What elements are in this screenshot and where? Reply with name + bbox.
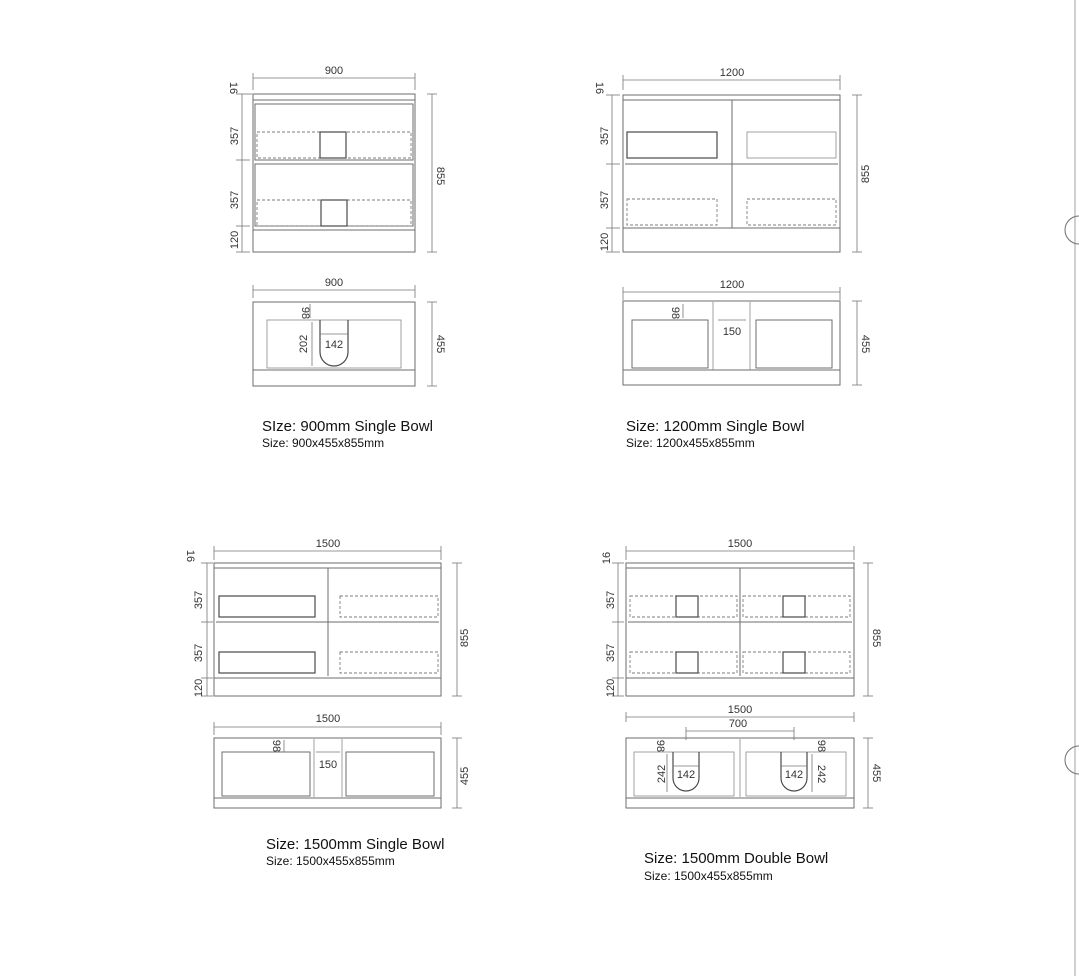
dim-height: 855: [434, 166, 446, 186]
caption-title: Size: 1500mm Single Bowl: [266, 836, 445, 853]
dim-bowl-depth-left: 242: [656, 764, 668, 784]
front-elevation: [593, 67, 872, 252]
dim-plinth: 120: [193, 678, 205, 698]
dim-top: 16: [184, 549, 196, 563]
dim-width: 1200: [719, 67, 745, 79]
dim-plan-width: 1200: [719, 279, 745, 291]
drawer-left-upper: [627, 132, 717, 158]
diagram-1500-single: [184, 538, 471, 868]
front-elevation: [184, 538, 471, 697]
drawer-right-upper: [743, 596, 850, 617]
dim-plinth: 120: [229, 230, 241, 250]
dim-bowl-width-left: 142: [676, 769, 696, 781]
dim-drawer-upper: 357: [229, 126, 241, 146]
dim-depth: 455: [434, 334, 446, 354]
dim-plan-width: 1500: [315, 713, 341, 725]
caption-subtitle: Size: 1500x455x855mm: [644, 869, 773, 883]
caption-title: SIze: 900mm Single Bowl: [262, 418, 433, 435]
drawer-right-lower: [747, 199, 836, 225]
drawer-left-upper: [630, 596, 737, 617]
diagram-900-single: [227, 65, 446, 450]
dim-width: 1500: [727, 538, 753, 550]
front-elevation: [601, 538, 882, 697]
drawer-right-upper: [747, 132, 836, 158]
plan-view: [626, 704, 882, 808]
dim-height: 855: [870, 628, 882, 648]
dim-width: 1500: [315, 538, 341, 550]
drawer-left-lower: [219, 652, 315, 673]
drawer-left-lower: [627, 199, 717, 225]
dim-drawer-upper: 357: [599, 126, 611, 146]
dim-drawer-upper: 357: [605, 590, 617, 610]
caption-subtitle: Size: 900x455x855mm: [262, 436, 385, 450]
dim-height: 855: [459, 628, 471, 648]
dim-drawer-lower: 357: [599, 190, 611, 210]
dim-bowl-width: 150: [722, 326, 742, 338]
dim-bowl-offset: 98: [270, 739, 282, 753]
dim-drawer-lower: 357: [605, 643, 617, 663]
plan-view: [214, 713, 471, 808]
diagram-1200-single: [593, 67, 872, 450]
dim-top: 16: [593, 81, 605, 95]
dim-plinth: 120: [599, 232, 611, 252]
caption-title: Size: 1200mm Single Bowl: [626, 418, 805, 435]
dim-drawer-lower: 357: [229, 190, 241, 210]
drawer-left-upper: [219, 596, 315, 617]
drawer-left-lower: [630, 652, 737, 673]
dim-width: 900: [324, 65, 344, 77]
dim-bowl-depth-right: 242: [815, 764, 827, 784]
dim-bowl-spacing: 700: [728, 718, 748, 730]
dim-bowl-depth: 202: [298, 334, 310, 354]
dim-depth: 455: [870, 763, 882, 783]
dim-depth: 455: [459, 766, 471, 786]
front-elevation: [227, 65, 446, 252]
binder-hole-mark-top: [1065, 216, 1079, 244]
dim-bowl-width: 142: [324, 339, 344, 351]
drawer-right-upper: [340, 596, 438, 617]
drawer-lower: [255, 164, 413, 226]
dim-bowl-offset-left: 98: [654, 739, 666, 753]
drawer-right-lower: [743, 652, 850, 673]
dim-bowl-offset-right: 98: [815, 739, 827, 753]
caption-title: Size: 1500mm Double Bowl: [644, 850, 829, 867]
basin-top: [623, 301, 840, 385]
dim-plan-width: 900: [324, 277, 344, 289]
caption-subtitle: Size: 1200x455x855mm: [626, 436, 755, 450]
dim-plinth: 120: [605, 678, 617, 698]
cabinet-body: [253, 94, 415, 252]
dim-depth: 455: [859, 334, 871, 354]
dim-drawer-lower: 357: [193, 643, 205, 663]
dim-top: 16: [601, 551, 613, 565]
dim-top: 16: [227, 81, 239, 95]
diagram-1500-double: [601, 538, 882, 883]
caption-subtitle: Size: 1500x455x855mm: [266, 854, 395, 868]
plan-view: [623, 279, 871, 385]
dim-plan-width: 1500: [727, 704, 753, 716]
drawer-right-lower: [340, 652, 438, 673]
dim-bowl-offset: 98: [669, 306, 681, 320]
plan-view: [253, 277, 446, 386]
dim-height: 855: [860, 164, 872, 184]
dim-bowl-offset: 98: [299, 306, 311, 320]
dim-bowl-width: 150: [318, 759, 338, 771]
binder-hole-mark-bottom: [1065, 746, 1079, 774]
dim-drawer-upper: 357: [193, 590, 205, 610]
dim-bowl-width-right: 142: [784, 769, 804, 781]
